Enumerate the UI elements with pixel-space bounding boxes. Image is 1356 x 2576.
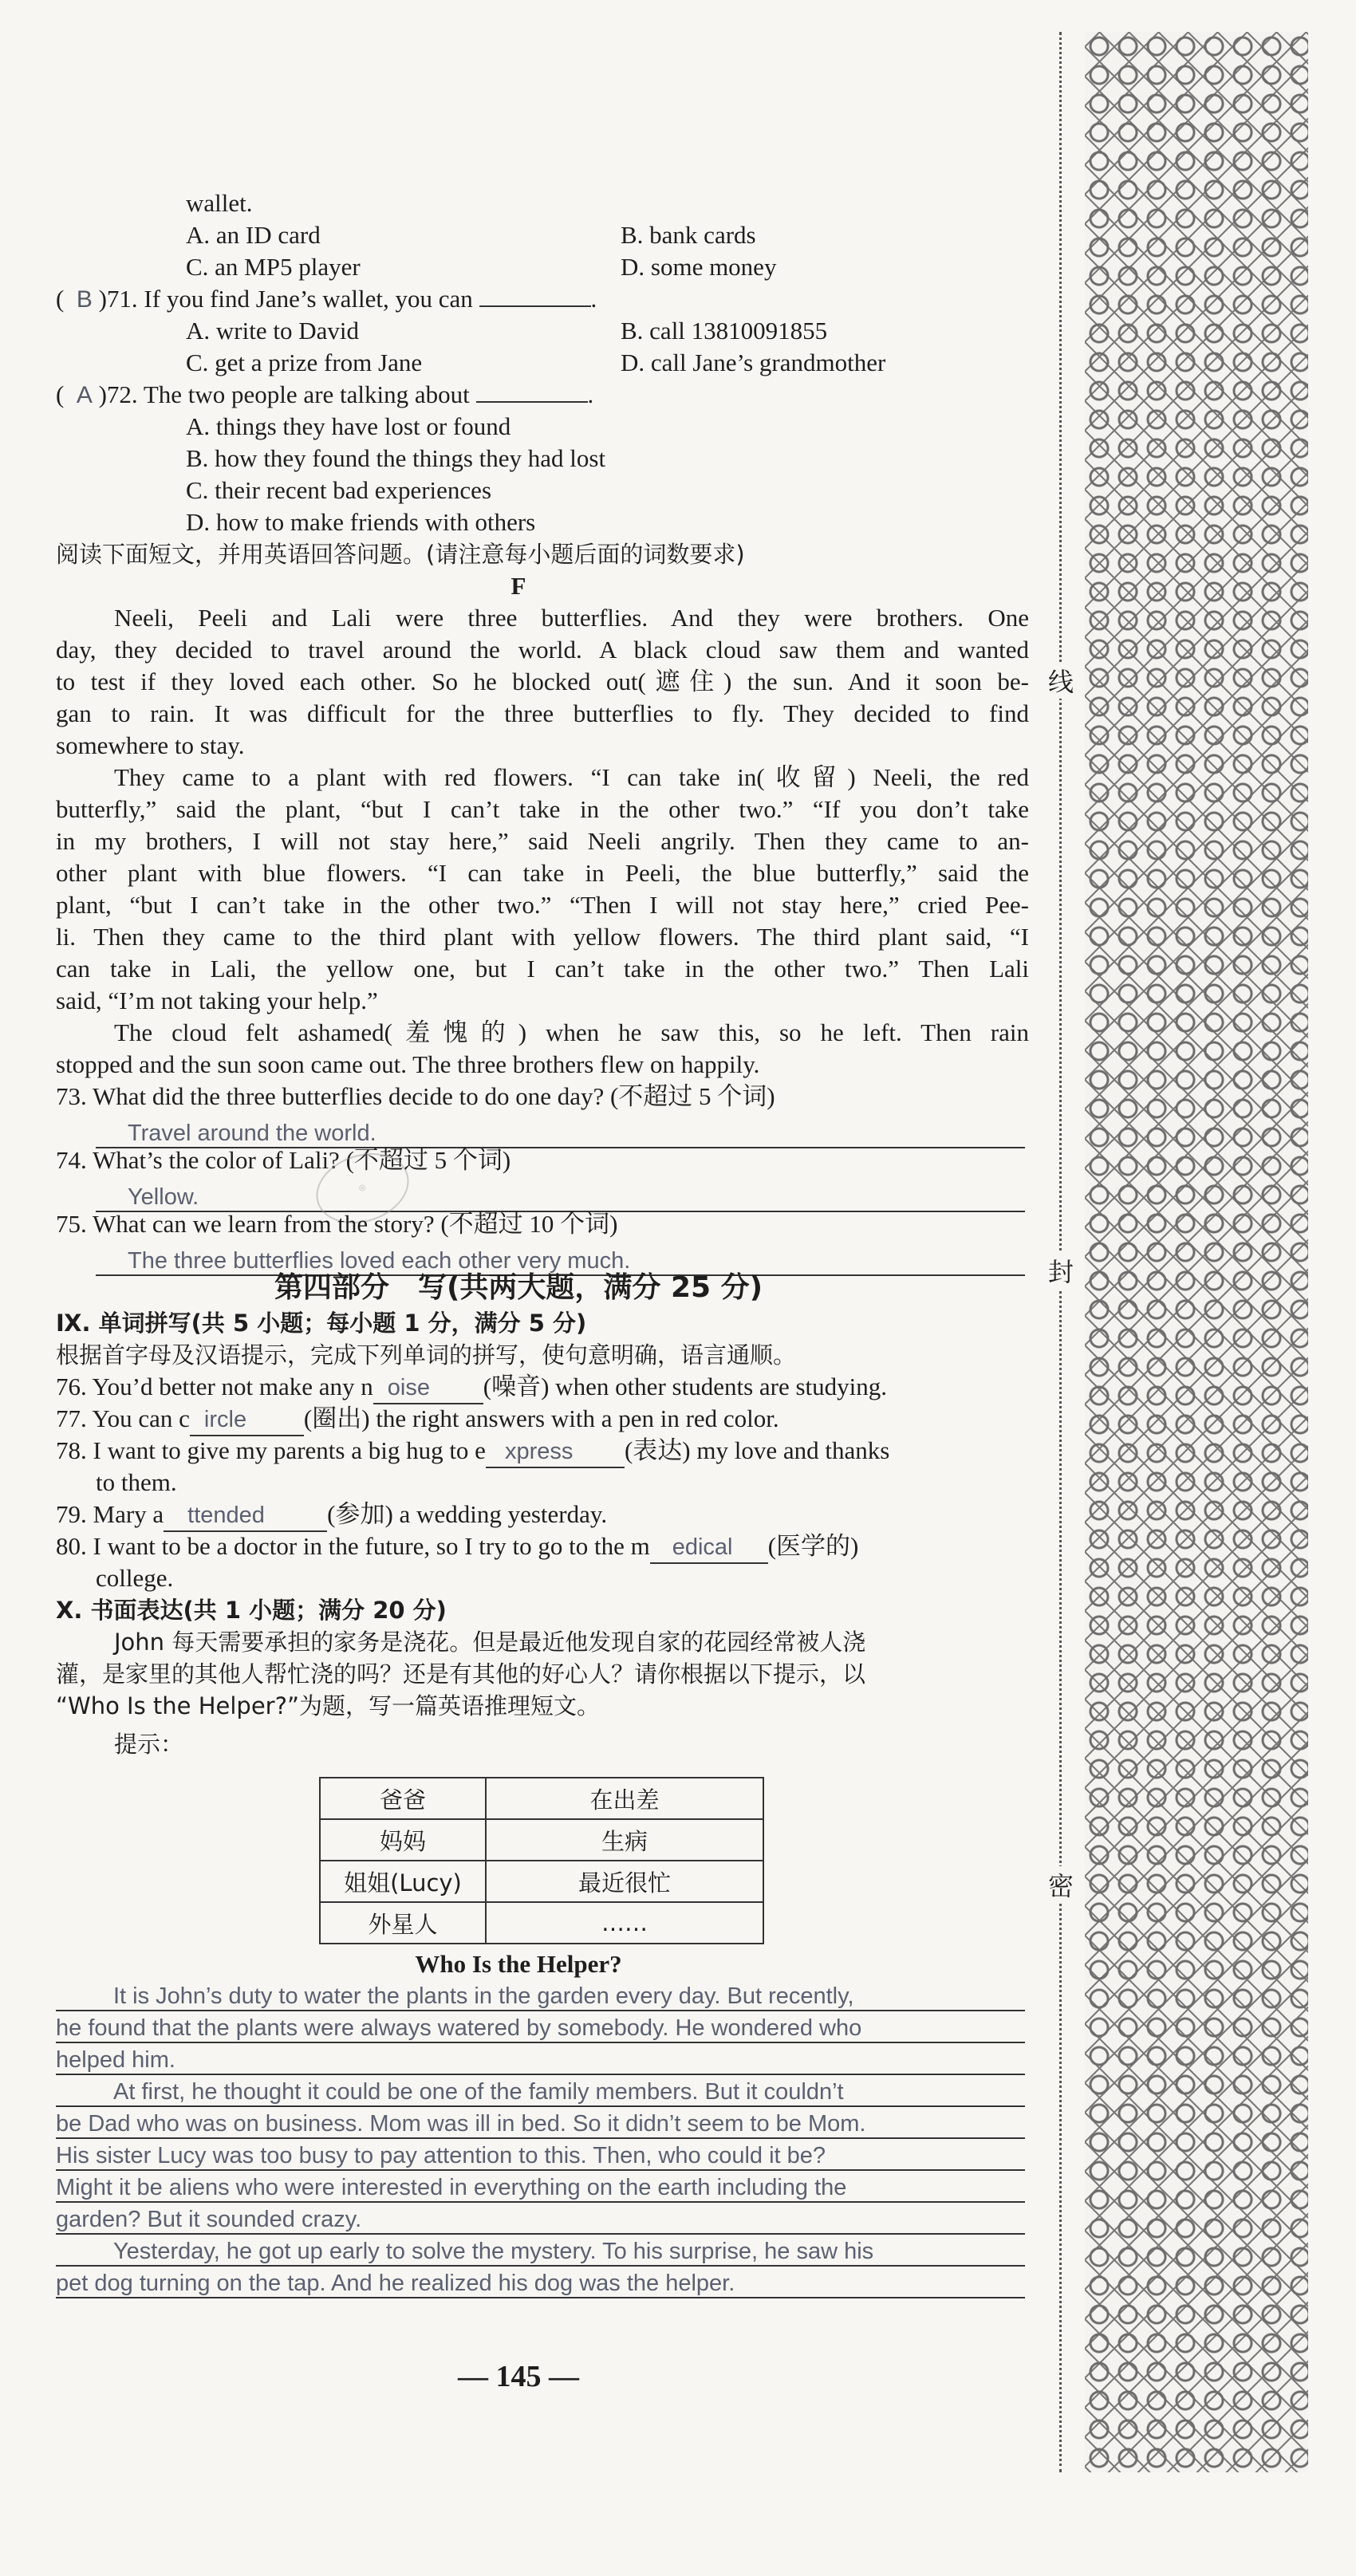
q70-cont: wallet. (186, 189, 253, 217)
essay-line: His sister Lucy was too busy to pay attention to this. Then, who could it be? (56, 2143, 826, 2168)
q70-option-d: D. some money (621, 253, 777, 281)
q77-answer: ircle (190, 1404, 304, 1436)
essay-line: Yesterday, he got up early to solve the mystery. To his surprise, he saw his (113, 2239, 874, 2264)
passage-line: stopped and the sun soon came out. The three brothers flew on happily. (56, 1050, 760, 1078)
essay-line: pet dog turning on the tap. And he realized his dog was the helper. (56, 2271, 735, 2296)
q75-question: 75. What can we learn from the story? (不超过 10 个词) (56, 1210, 618, 1238)
q72-option-c: C. their recent bad experiences (186, 476, 492, 504)
hint-table (319, 1777, 764, 1944)
sec10-line: “Who Is the Helper?”为题，写一篇英语推理短文。 (56, 1692, 601, 1719)
essay-line: garden? But it sounded crazy. (56, 2207, 362, 2232)
q73-answer: Travel around the world. (128, 1121, 376, 1146)
side-mark-mi: 密 (1037, 1866, 1085, 1903)
q71-stem-line: ( B )71. If you find Jane’s wallet, you can . (56, 285, 597, 313)
q70-option-c: C. an MP5 player (186, 253, 361, 281)
q80-cont: college. (96, 1564, 174, 1592)
q79: 79. Mary a ttended (参加) a wedding yesterday. (56, 1499, 607, 1532)
q70-option-a: A. an ID card (186, 221, 321, 249)
hint-label: 提示： (114, 1731, 184, 1758)
q76-answer: oise (373, 1373, 483, 1404)
q74-answer: Yellow. (128, 1184, 199, 1210)
essay-line: be Dad who was on business. Mom was ill in bed. So it didn’t seem to be Mom. (56, 2111, 866, 2137)
q73-question: 73. What did the three butterflies decide to do one day? (不超过 5 个词) (56, 1082, 775, 1110)
passage-line: They came to a plant with red flowers. “I can take in(收留) Neeli, the red (114, 763, 1029, 791)
q72-option-a: A. things they have lost or found (186, 412, 511, 440)
q72-stem: )72. The two people are talking about (98, 380, 470, 408)
passage-line: said, “I’m not taking your help.” (56, 987, 378, 1014)
passage-line: other plant with blue flowers. “I can take in Peeli, the blue butterfly,” said the (56, 859, 1029, 887)
q72-stem-line: ( A )72. The two people are talking about . (56, 380, 594, 408)
part-f-instruction: 阅读下面短文，并用英语回答问题。(请注意每小题后面的词数要求) (56, 541, 745, 568)
q77: 77. You can c ircle (圈出) the right answers with a pen in red color. (56, 1404, 779, 1436)
seal-stamp: ◎ (307, 1142, 418, 1235)
table-row: 爸爸 在出差 (320, 1778, 763, 1819)
table-row: 姐姐(Lucy) 最近很忙 (320, 1861, 763, 1902)
q71-blank (479, 305, 591, 307)
passage-line: The cloud felt ashamed(羞愧的) when he saw this, so he left. Then rain (114, 1018, 1029, 1046)
sec10-line: 灌，是家里的其他人帮忙浇的吗？还是有其他的好心人？请你根据以下提示，以 (56, 1660, 866, 1688)
passage-line: plant, “but I can’t take in the other two.” “Then I will not stay here,” cried Pee- (56, 891, 1029, 919)
q78-answer: xpress (486, 1436, 625, 1468)
q78: 78. I want to give my parents a big hug to e xpress (表达) my love and thanks (56, 1436, 889, 1468)
q80-answer: edical (650, 1532, 768, 1564)
q71-option-d: D. call Jane’s grandmother (621, 349, 886, 376)
table-row: 外星人 …… (320, 1902, 763, 1944)
essay-line: Might it be aliens who were interested in everything on the earth including the (56, 2175, 847, 2200)
q71-option-c: C. get a prize from Jane (186, 349, 423, 376)
passage-line: Neeli, Peeli and Lali were three butterflies. And they were brothers. One (114, 604, 1029, 632)
passage-line: butterfly,” said the plant, “but I can’t take in the other two.” “If you don’t take (56, 795, 1029, 823)
passage-line: in my brothers, I will not stay here,” said Neeli angrily. Then they came to an- (56, 827, 1029, 855)
passage-line: can take in Lali, the yellow one, but I can’t take in the other two.” Then Lali (56, 955, 1029, 983)
sec9-title: Ⅸ. 单词拼写(共 5 小题；每小题 1 分，满分 5 分) (56, 1310, 587, 1337)
q72-option-b: B. how they found the things they had lost (186, 444, 606, 472)
q75-answer: The three butterflies loved each other very much. (128, 1248, 631, 1274)
side-mark-xian: 线 (1037, 662, 1085, 699)
sec10-line: John 每天需要承担的家务是浇花。但是最近他发现自家的花园经常被人浇 (114, 1629, 866, 1656)
side-mark-feng: 封 (1037, 1252, 1085, 1289)
q79-answer: ttended (164, 1500, 327, 1532)
q71-answer: B (76, 286, 93, 313)
table-row: 妈妈 生病 (320, 1819, 763, 1861)
q80: 80. I want to be a doctor in the future, so I try to go to the m edical (医学的) (56, 1531, 858, 1564)
passage-line: li. Then they came to the third plant with yellow flowers. The third plant said, “I (56, 923, 1029, 951)
q71-option-a: A. write to David (186, 317, 359, 345)
q74-question: 74. What’s the color of Lali? (不超过 5 个词) (56, 1146, 511, 1174)
passage-line: gan to rain. It was difficult for the three butterflies to fly. They decided to find (56, 699, 1029, 727)
decorative-pattern (1085, 32, 1308, 2472)
essay-line: helped him. (56, 2047, 175, 2073)
q76: 76. You’d better not make any n oise (噪音) when other students are studying. (56, 1372, 887, 1404)
passage-line: day, they decided to travel around the world. A black cloud saw them and wanted (56, 636, 1029, 664)
passage-line: to test if they loved each other. So he blocked out(遮住) the sun. And it soon be- (56, 668, 1029, 695)
q78-cont: to them. (96, 1468, 177, 1496)
sec10-title: Ⅹ. 书面表达(共 1 小题；满分 20 分) (56, 1597, 447, 1624)
essay-line: It is John’s duty to water the plants in the garden every day. But recently, (113, 1983, 854, 2009)
q71-stem: )71. If you find Jane’s wallet, you can (98, 285, 473, 313)
part4-heading: 第四部分 写(共两大题，满分 25 分) (274, 1271, 763, 1304)
passage-line: somewhere to stay. (56, 731, 245, 759)
q71-option-b: B. call 13810091855 (621, 317, 828, 345)
essay-title: Who Is the Helper? (415, 1950, 622, 1978)
q72-blank (476, 401, 588, 403)
part-f-letter: F (510, 572, 526, 600)
page-number: — 145 — (458, 2360, 579, 2393)
q70-option-b: B. bank cards (621, 221, 756, 249)
q72-option-d: D. how to make friends with others (186, 508, 536, 536)
sec9-instruction: 根据首字母及汉语提示，完成下列单词的拼写，使句意明确，语言通顺。 (56, 1341, 797, 1369)
essay-line: he found that the plants were always watered by somebody. He wondered who (56, 2015, 862, 2041)
q72-answer: A (76, 382, 93, 408)
essay-line: At first, he thought it could be one of the family members. But it couldn’t (113, 2079, 844, 2105)
